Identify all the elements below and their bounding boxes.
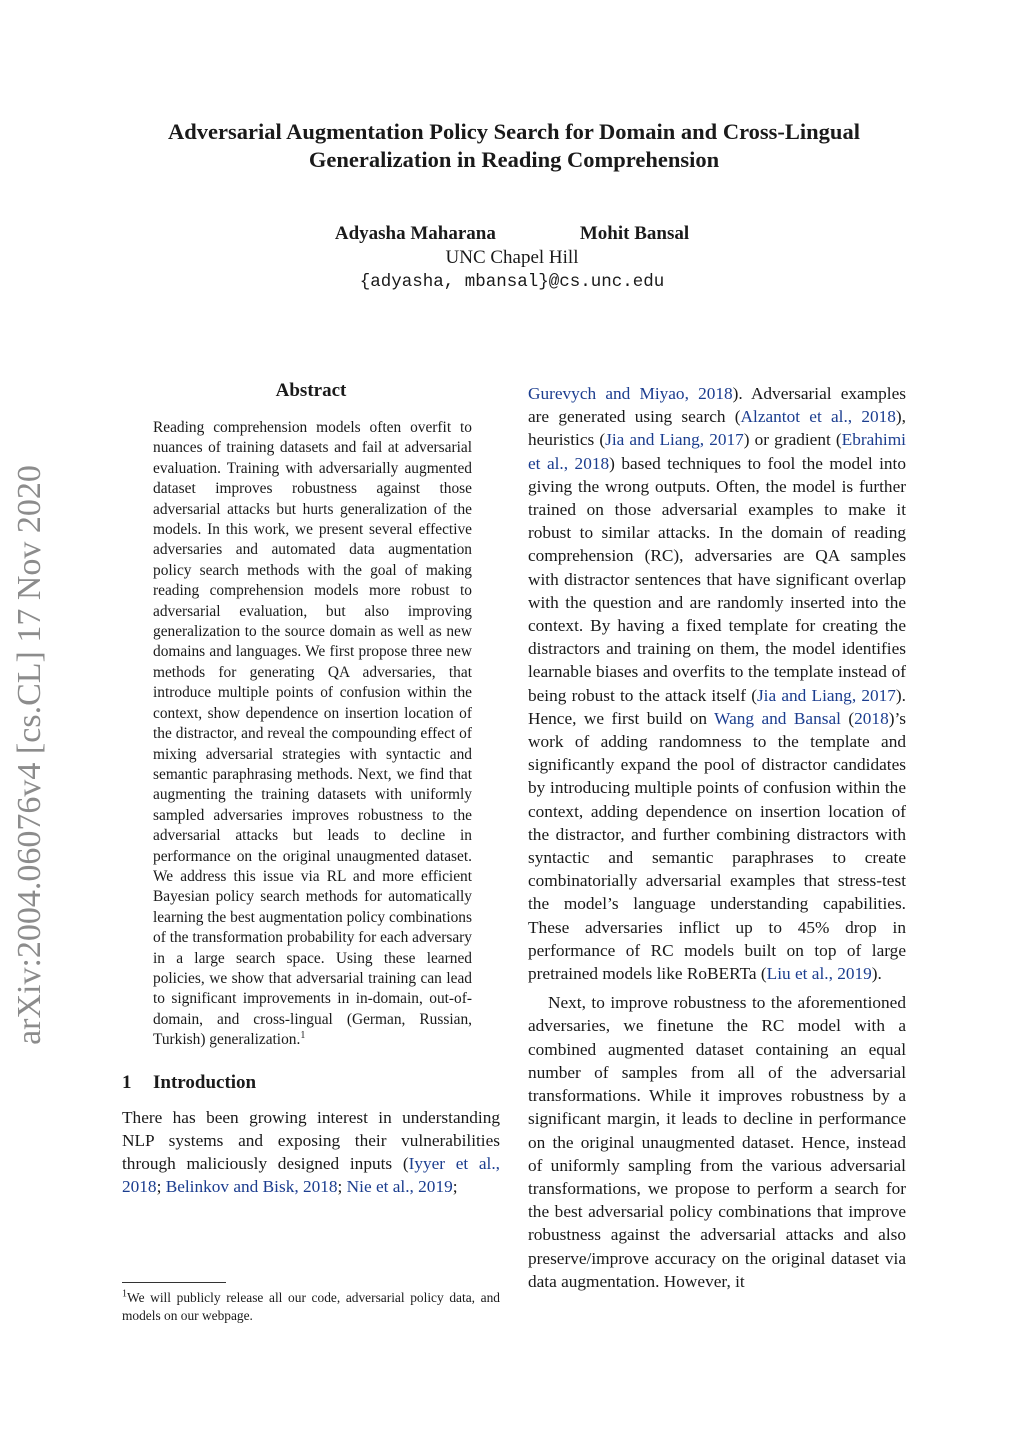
citation-link[interactable]: Jia and Liang, 2017 [605, 430, 744, 450]
author-names [0, 222, 1024, 246]
paper-title [100, 118, 928, 174]
author-email: {adyasha, mbansal}@cs.unc.edu [359, 272, 665, 292]
right-column [528, 382, 906, 1293]
paragraph-text: )’s work of adding randomness to the template and significantly expand the pool of distractor candidates by introducing multiple points of confusion within the context, adding dependence on insertion location of the distractor, and further combining distractors with syntactic and semantic paraphrases to create combinatorially adversarial examples that stress-test the model’s language understanding capabilities. These adversaries inflict up to 45% drop in performance of RC models built on top of large pretrained models like RoBERTa ( [528, 708, 906, 984]
paragraph-text: ; [452, 1177, 458, 1197]
paragraph-text: ) based techniques to fool the model into giving the wrong outputs. Often, the model is further trained on those adversarial examples to make it robust to similar attacks. In the domain of reading comprehension (RC), adversaries are QA samples with distractor sentences that have significant overlap with the question and are randomly inserted into the context. By having a fixed template for creating the distractors and training on them, the model identifies learnable biases and overfits to the template instead of being robust to the attack itself ( [528, 453, 906, 705]
paragraph-text: ). [871, 964, 882, 984]
author-block [0, 222, 1024, 294]
abstract-heading: Abstract [275, 380, 347, 401]
paragraph-text: ), heuristics ( [528, 407, 906, 450]
section-number: 1 [122, 1071, 132, 1093]
citation-link[interactable]: Iyyer et al., 2018 [122, 1154, 500, 1197]
citation-link[interactable]: Gurevych and Miyao, 2018 [528, 384, 733, 403]
citation-link[interactable]: Liu et al., 2019 [766, 964, 872, 984]
section-heading [122, 1072, 500, 1094]
paragraph-text: ) or gradient ( [743, 430, 842, 450]
paragraph-text: ( [840, 708, 855, 728]
citation-link[interactable]: Belinkov and Bisk, 2018 [165, 1177, 338, 1197]
citation-link[interactable]: 2018 [854, 708, 889, 728]
citation-link[interactable]: Jia and Liang, 2017 [756, 685, 896, 705]
intro-paragraph-1 [122, 1106, 500, 1199]
author-1: Adyasha Maharana [334, 223, 496, 244]
abstract-text: Reading comprehension models often overfit to nuances of training datasets and fail at adversarial evaluation. Training with adversarially augmented dataset improves robustness against those adversarial attacks but hurts generalization of the models. In this work, we present several effective adversaries and automated data augmentation policy search methods with the goal of making reading comprehension models more robust to adversarial evaluation, but also improving generalization to the source domain as well as new domains and languages. We first propose three new methods for generating QA adversaries, that introduce multiple points of confusion within the context, show dependence on insertion location of the distractor, and reveal the compounding effect of mixing adversarial strategies with syntactic and semantic paraphrasing methods. Next, we find that augmenting the training datasets with uniformly sampled adversaries improves robustness to the adversarial attacks but leads to decline in performance on the original unaugmented dataset. We address this issue via RL and more efficient Bayesian policy search methods for automatically learning the best augmentation policy combinations of the transformation probability for each adversary in a large search space. Using these learned policies, we show that adversarial training can lead to significant improvements in in-domain, out-of-domain, and cross-lingual (German, Russian, Turkish) generalization. [153, 419, 472, 1049]
footnote-text: We will publicly release all our code, adversarial policy data, and models on our webpage. [122, 1290, 500, 1323]
affiliation: UNC Chapel Hill [445, 247, 579, 268]
abstract-body [153, 418, 472, 1051]
citation-link[interactable]: Ebrahimi et al., 2018 [528, 430, 906, 473]
footnote-area [122, 1276, 500, 1324]
footnote-ref[interactable]: 1 [300, 1030, 306, 1042]
intro-paragraph-2: Next, to improve robustness to the aforementioned adversaries, we finetune the RC model with a combined augmented dataset containing an equal number of samples from all of the adversarial transformations. While it improves robustness by a significant margin, it leads to decline in performance on the original unaugmented dataset. Hence, instead of uniformly sampling from the various adversarial transformations, we propose to perform a search for the best adversarial policy combinations that improve robustness against the adversarial attacks and also preserve/improve accuracy on the original dataset via data augmentation. However, it [528, 993, 906, 1291]
author-2: Mohit Bansal [579, 223, 690, 244]
footnote [122, 1289, 500, 1324]
citation-link[interactable]: Nie et al., 2019 [346, 1177, 453, 1197]
section-title: Introduction [153, 1071, 257, 1093]
title-line-2: Generalization in Reading Comprehension [308, 147, 720, 172]
paragraph-text: ). Adversarial examples are generated using search ( [528, 384, 906, 427]
paragraph-text: ; [156, 1177, 166, 1197]
title-line-1: Adversarial Augmentation Policy Search for Domain and Cross-Lingual [168, 119, 860, 144]
paragraph-text: There has been growing interest in understanding NLP systems and exposing their vulnerabilities through maliciously designed inputs ( [122, 1107, 500, 1173]
arxiv-stamp: arXiv:2004.06076v4 [cs.CL] 17 Nov 2020 [11, 465, 48, 1045]
citation-link[interactable]: Alzantot et al., 2018 [740, 407, 896, 427]
intro-paragraph-1-continued [528, 382, 906, 985]
left-column [122, 380, 500, 1198]
footnote-rule [122, 1282, 226, 1283]
paragraph-text: ; [337, 1177, 347, 1197]
citation-link[interactable]: Wang and Bansal [714, 708, 841, 728]
footnote-mark: 1 [122, 1288, 127, 1300]
paragraph-text: ). Hence, we first build on [528, 685, 906, 728]
